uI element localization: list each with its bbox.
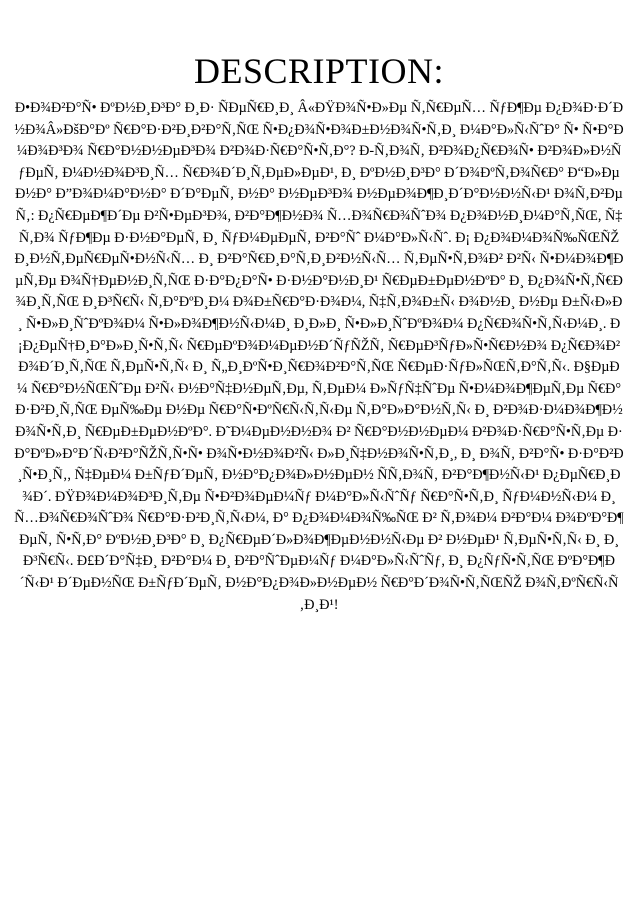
- description-body: Ð•Ð¾Ð²Ð°Ñ• ÐºÐ½Ð¸Ð³Ð° Ð¸Ð· ÑÐµÑ€Ð¸Ð¸ Â«ÐŸÐ¾Ñ•Ð»Ðµ Ñ‚Ñ€ÐµÑ… ÑƒÐ¶Ðµ Ð¿Ð¾Ð·Ð´Ð½Ð¾Â»ÐšÐ°Ðº Ñ€Ð°Ð·Ð²Ð¸Ð²Ð°Ñ‚ÑŒ Ñ•Ð¿Ð¾Ñ•Ð¾Ð±Ð½Ð¾Ñ•Ñ‚Ð¸ Ð¼Ð°Ð»Ñ‹ÑˆÐ° Ñ• Ñ•Ð°Ð¼Ð¾Ð³Ð¾ Ñ€Ð°Ð½Ð½ÐµÐ³Ð¾ Ð²Ð¾Ð·Ñ€Ð°Ñ•Ñ‚Ð°? Ð-Ñ‚Ð¾Ñ‚ Ð²Ð¾Ð¿Ñ€Ð¾Ñ• Ð²Ð¾Ð»Ð½ÑƒÐµÑ‚ Ð¼Ð½Ð¾Ð³Ð¸Ñ… Ñ€Ð¾Ð´Ð¸Ñ‚ÐµÐ»ÐµÐ¹, Ð¸ ÐºÐ½Ð¸Ð³Ð° Ð´Ð¾ÐºÑ‚Ð¾Ñ€Ð° Ð“Ð»ÐµÐ½Ð° Ð”Ð¾Ð¼Ð°Ð½Ð° Ð´Ð°ÐµÑ‚ Ð½Ð° Ð½ÐµÐ³Ð¾ Ð½ÐµÐ¾Ð¶Ð¸Ð´Ð°Ð½Ð½Ñ‹Ð¹ Ð¾Ñ‚Ð²ÐµÑ‚: Ð¿Ñ€ÐµÐ¶Ð´Ðµ Ð²Ñ•ÐµÐ³Ð¾, Ð²Ð°Ð¶Ð½Ð¾ Ñ…Ð¾Ñ€Ð¾ÑˆÐ¾ Ð¿Ð¾Ð½Ð¸Ð¼Ð°Ñ‚ÑŒ, Ñ‡Ñ‚Ð¾ ÑƒÐ¶Ðµ Ð·Ð½Ð°ÐµÑ‚ Ð¸ ÑƒÐ¼ÐµÐµÑ‚ Ð²Ð°Ñˆ Ð¼Ð°Ð»Ñ‹Ñˆ. Ð¡ Ð¿Ð¾Ð¼Ð¾Ñ‰ÑŒÑŽ Ð¸Ð½Ñ‚ÐµÑ€ÐµÑ•Ð½Ñ‹Ñ… Ð¸ Ð²Ð°Ñ€Ð¸Ð°Ñ‚Ð¸Ð²Ð½Ñ‹Ñ… Ñ‚ÐµÑ•Ñ‚Ð¾Ð² Ð²Ñ‹ Ñ•Ð¼Ð¾Ð¶ÐµÑ‚Ðµ Ð¾Ñ†ÐµÐ½Ð¸Ñ‚ÑŒ Ð·Ð°Ð¿Ð°Ñ• Ð·Ð½Ð°Ð½Ð¸Ð¹ Ñ€ÐµÐ±ÐµÐ½ÐºÐ° Ð¸ Ð¿Ð¾Ñ•Ñ‚Ñ€Ð¾Ð¸Ñ‚ÑŒ Ð¸Ð³Ñ€Ñ‹ Ñ‚Ð°ÐºÐ¸Ð¼ Ð¾Ð±Ñ€Ð°Ð·Ð¾Ð¼, Ñ‡Ñ‚Ð¾Ð±Ñ‹ Ð¾Ð½Ð¸ Ð½Ðµ Ð±Ñ‹Ð»Ð¸ Ñ•Ð»Ð¸ÑˆÐºÐ¾Ð¼ Ñ•Ð»Ð¾Ð¶Ð½Ñ‹Ð¼Ð¸ Ð¸Ð»Ð¸ Ñ•Ð»Ð¸ÑˆÐºÐ¾Ð¼ Ð¿Ñ€Ð¾Ñ•Ñ‚Ñ‹Ð¼Ð¸. Ð¡Ð¿ÐµÑ†Ð¸Ð°Ð»Ð¸Ñ•Ñ‚Ñ‹ Ñ€ÐµÐºÐ¾Ð¼ÐµÐ½Ð´ÑƒÑŽÑ‚ Ñ€ÐµÐ³ÑƒÐ»Ñ•Ñ€Ð½Ð¾ Ð¿Ñ€Ð¾Ð²Ð¾Ð´Ð¸Ñ‚ÑŒ Ñ‚ÐµÑ•Ñ‚Ñ‹ Ð¸ Ñ„Ð¸ÐºÑ•Ð¸Ñ€Ð¾Ð²Ð°Ñ‚ÑŒ Ñ€ÐµÐ·ÑƒÐ»ÑŒÑ‚Ð°Ñ‚Ñ‹. Ð§ÐµÐ¼ Ñ€Ð°Ð½ÑŒÑˆÐµ Ð²Ñ‹ Ð½Ð°Ñ‡Ð½ÐµÑ‚Ðµ, Ñ‚ÐµÐ¼ Ð»ÑƒÑ‡ÑˆÐµ Ñ•Ð¼Ð¾Ð¶ÐµÑ‚Ðµ Ñ€Ð°Ð·Ð²Ð¸Ñ‚ÑŒ ÐµÑ‰Ðµ Ð½Ðµ Ñ€Ð°Ñ•ÐºÑ€Ñ‹Ñ‚Ñ‹Ðµ Ñ‚Ð°Ð»Ð°Ð½Ñ‚Ñ‹ Ð¸ Ð²Ð¾Ð·Ð¼Ð¾Ð¶Ð½Ð¾Ñ•Ñ‚Ð¸ Ñ€ÐµÐ±ÐµÐ½ÐºÐ°. Ð˜Ð¼ÐµÐ½Ð½Ð¾ Ð² Ñ€Ð°Ð½Ð½ÐµÐ¼ Ð²Ð¾Ð·Ñ€Ð°Ñ•Ñ‚Ðµ Ð·Ð°ÐºÐ»Ð°Ð´Ñ‹Ð²Ð°ÑŽÑ‚Ñ•Ñ• Ð¾Ñ•Ð½Ð¾Ð²Ñ‹ Ð»Ð¸Ñ‡Ð½Ð¾Ñ•Ñ‚Ð¸, Ð¸ Ð¾Ñ‚ Ð²Ð°Ñ• Ð·Ð°Ð²Ð¸Ñ•Ð¸Ñ‚, Ñ‡ÐµÐ¼ Ð±ÑƒÐ´ÐµÑ‚ Ð½Ð°Ð¿Ð¾Ð»Ð½ÐµÐ½ ÑÑ‚Ð¾Ñ‚ Ð²Ð°Ð¶Ð½Ñ‹Ð¹ Ð¿ÐµÑ€Ð¸Ð¾Ð´. ÐŸÐ¾Ð¼Ð¾Ð³Ð¸Ñ‚Ðµ Ñ•Ð²Ð¾ÐµÐ¼Ñƒ Ð¼Ð°Ð»Ñ‹ÑˆÑƒ Ñ€Ð°Ñ•Ñ‚Ð¸ ÑƒÐ¼Ð½Ñ‹Ð¼ Ð¸ Ñ…Ð¾Ñ€Ð¾ÑˆÐ¾ Ñ€Ð°Ð·Ð²Ð¸Ñ‚Ñ‹Ð¼, Ð° Ð¿Ð¾Ð¼Ð¾Ñ‰ÑŒ Ð² Ñ‚Ð¾Ð¼ Ð²Ð°Ð¼ Ð¾ÐºÐ°Ð¶ÐµÑ‚ Ñ•Ñ‚Ð° ÐºÐ½Ð¸Ð³Ð° Ð¸ Ð¿Ñ€ÐµÐ´Ð»Ð¾Ð¶ÐµÐ½Ð½Ñ‹Ðµ Ð² Ð½ÐµÐ¹ Ñ‚ÐµÑ•Ñ‚Ñ‹ Ð¸ Ð¸Ð³Ñ€Ñ‹. Ð£Ð´Ð°Ñ‡Ð¸ Ð²Ð°Ð¼ Ð¸ Ð²Ð°ÑˆÐµÐ¼Ñƒ Ð¼Ð°Ð»Ñ‹ÑˆÑƒ, Ð¸ Ð¿ÑƒÑ•Ñ‚ÑŒ ÐºÐ°Ð¶Ð´Ñ‹Ð¹ Ð´ÐµÐ½ÑŒ Ð±ÑƒÐ´ÐµÑ‚ Ð½Ð°Ð¿Ð¾Ð»Ð½ÐµÐ½ Ñ€Ð°Ð´Ð¾Ñ•Ñ‚ÑŒÑŽ Ð¾Ñ‚ÐºÑ€Ñ‹Ñ‚Ð¸Ð¹!: [14, 100, 624, 613]
- page-title: DESCRIPTION:: [193, 51, 445, 91]
